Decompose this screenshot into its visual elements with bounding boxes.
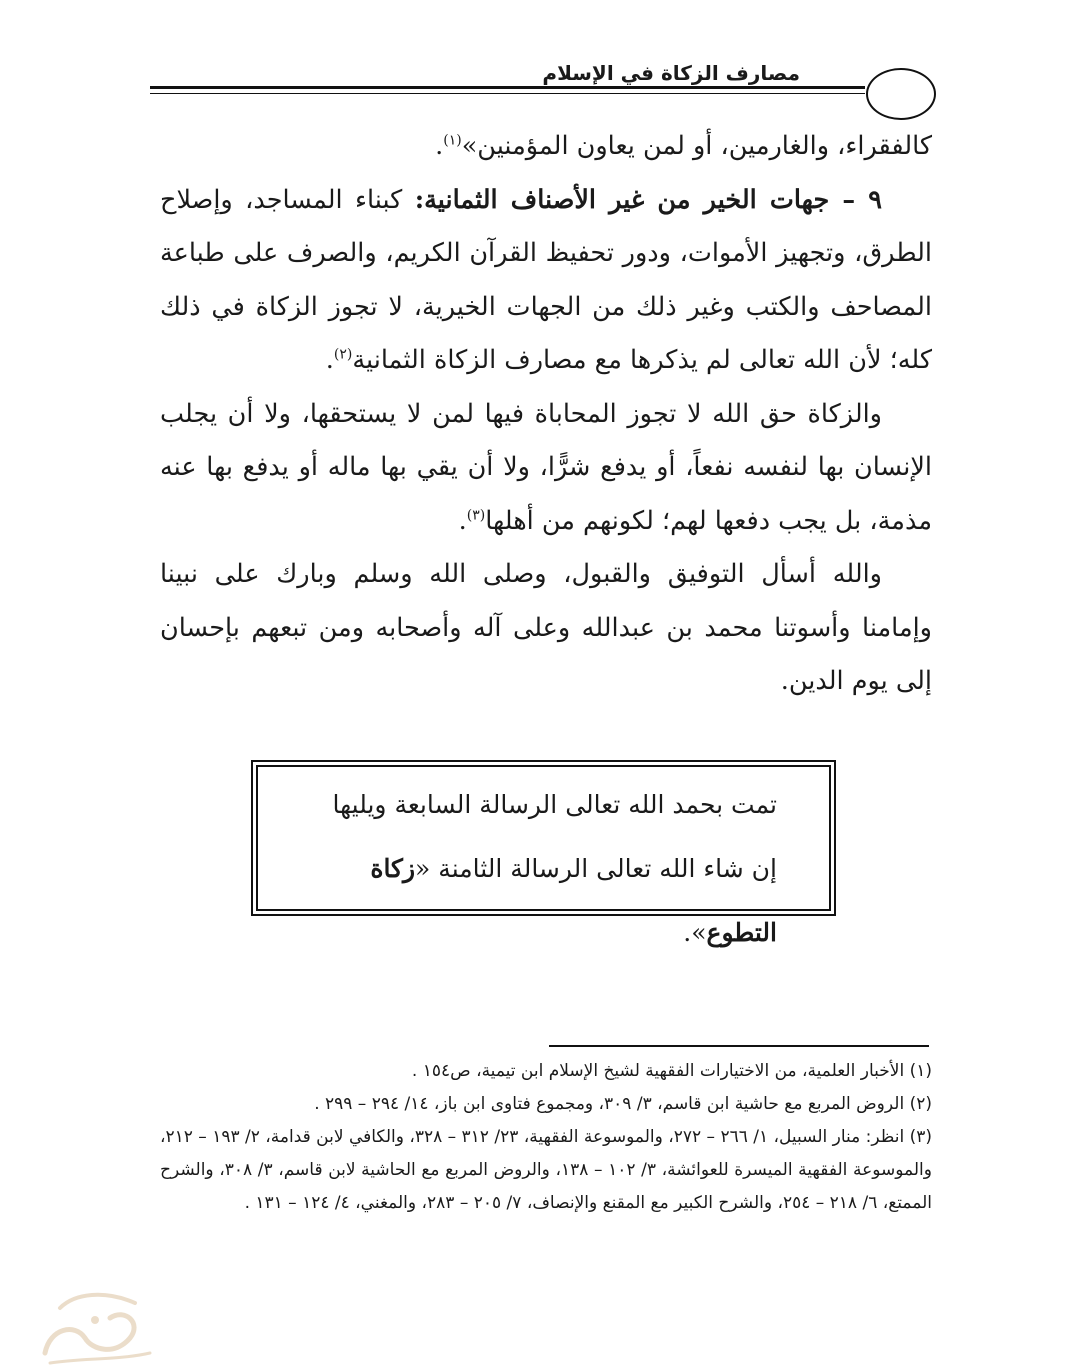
- publisher-logo-watermark: [30, 1268, 160, 1368]
- page-number-oval: [866, 68, 936, 120]
- running-title: مصارف الزكاة في الإسلام: [542, 61, 800, 85]
- footnote-ref-3[interactable]: (٣): [466, 507, 486, 523]
- footnotes: [160, 1055, 932, 1220]
- header-rule: [150, 86, 865, 95]
- paragraph-item-9: ٩ – جهات الخير من غير الأصناف الثمانية: كبناء المساجد، وإصلاح الطرق، وتجهيز الأموات، ودور تحفيظ القرآن الكريم، والصرف على طباعة المصاحف والكتب وغير ذلك من الجهات الخيرية، لا تجوز الزكاة في ذلك كله؛ لأن الله تعالى لم يذكرها مع مصارف الزكاة الثمانية$^{(٢)}$.: [160, 184, 932, 375]
- paragraph-zakat-right: والزكاة حق الله لا تجوز المحاباة فيها لمن لا يستحقها، ولا أن يجلب الإنسان بها لنفسه نفعاً، أو يدفع شرًّا، ولا أن يقي بها ماله أو يدفع بها عنه مذمة، بل يجب دفعها لهم؛ لكونهم من أهلها$^{(٣)}$.: [160, 398, 932, 536]
- item-9-heading: ٩ – جهات الخير من غير الأصناف الثمانية:: [414, 184, 882, 215]
- footnote-ref-2[interactable]: (٢): [333, 346, 353, 363]
- paragraph-closing-prayer: والله أسأل التوفيق والقبول، وصلى الله وسلم وبارك على نبينا وإمامنا وأسوتنا محمد بن عبدالله وعلى آله وأصحابه ومن تبعهم بإحسان إلى يوم الدين.: [160, 559, 932, 696]
- paragraph-continuation: كالفقراء، والغارمين، أو لمن يعاون المؤمنين»$^{(١)}$.: [435, 131, 932, 161]
- next-treatise-title: زكاة التطوع: [370, 854, 777, 947]
- closing-line-1: تمت بحمد الله تعالى الرسالة السابعة ويليها: [332, 790, 777, 819]
- footnote-ref-1[interactable]: (١): [443, 132, 462, 149]
- closing-line-2: إن شاء الله تعالى الرسالة الثامنة «زكاة التطوع».: [370, 854, 777, 947]
- closing-box: [251, 760, 836, 947]
- item-9-text: كبناء المساجد، وإصلاح الطرق، وتجهيز الأموات، ودور تحفيظ القرآن الكريم، والصرف على طباعة المصاحف والكتب وغير ذلك من الجهات الخيرية، لا تجوز الزكاة في ذلك كله؛ لأن الله تعالى لم يذكرها مع مصارف الزكاة الثمانية: [160, 184, 932, 375]
- footnote-separator: [549, 1045, 929, 1047]
- footnote-2: (٢) الروض المربع مع حاشية ابن قاسم، ٣/ ٣٠٩، ومجموع فتاوى ابن باز، ١٤/ ٢٩٤ – ٢٩٩ .: [314, 1094, 932, 1114]
- closing-box-inner: [256, 765, 831, 947]
- main-text: [160, 120, 932, 709]
- footnote-1: (١) الأخبار العلمية، من الاختيارات الفقهية لشيخ الإسلام ابن تيمية، ص١٥٤ .: [411, 1061, 932, 1081]
- footnote-3: (٣) انظر: منار السبيل، ١/ ٢٦٦ – ٢٧٢، والموسوعة الفقهية، ٢٣/ ٣١٢ – ٣٢٨، والكافي لابن قدامة، ٢/ ١٩٣ – ٢١٢، والموسوعة الفقهية الميسرة للعوائشة، ٣/ ١٠٢ – ١٣٨، والروض المربع مع الحاشية لابن قاسم، ٣/ ٣٠٨، والشرح الممتع، ٦/ ٢١٨ – ٢٥٤، والشرح الكبير مع المقنع والإنصاف، ٧/ ٢٠٥ – ٢٨٣، والمغني، ٤/ ١٢٤ – ١٣١ .: [159, 1127, 932, 1213]
- header-rule-thick: [150, 86, 865, 89]
- header-rule-thin: [150, 93, 865, 94]
